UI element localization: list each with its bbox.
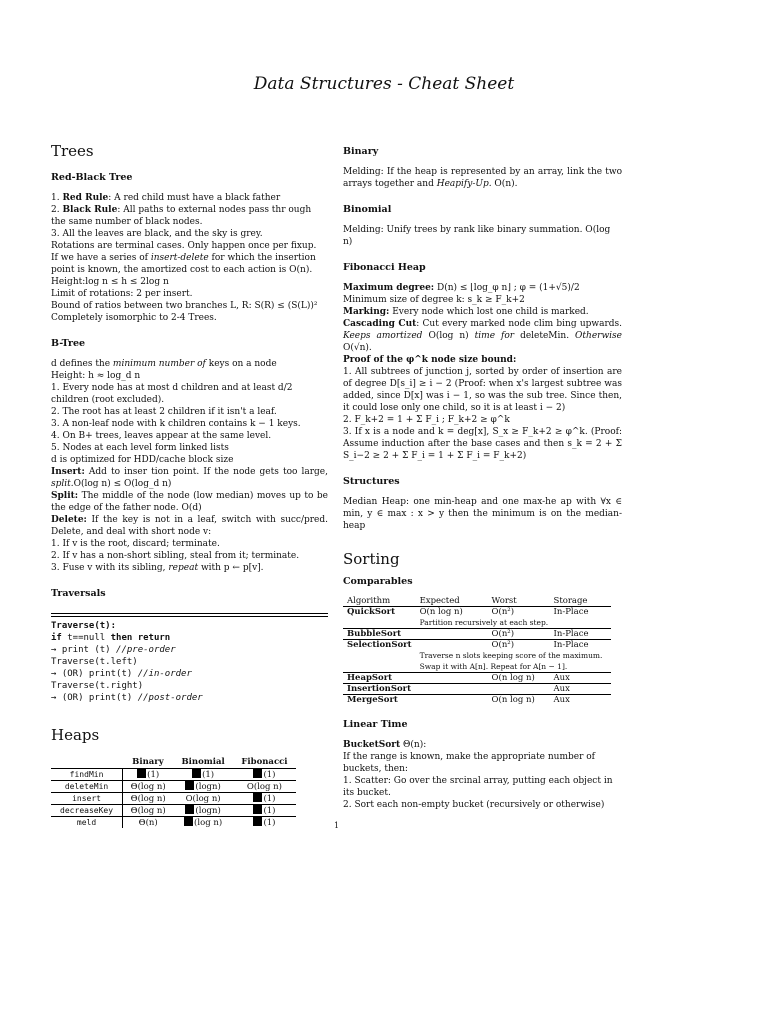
heaps-cell: [123, 781, 174, 793]
sorting-header-row: [343, 596, 611, 607]
section-sorting-heading: Sorting: [343, 550, 400, 568]
sort-name: SelectionSort: [347, 640, 412, 650]
black-box-icon: [185, 781, 194, 790]
btree-rule-2: 2. The root has at least 2 children if it isn't a leaf.: [51, 407, 277, 417]
sort-row: [343, 684, 611, 695]
rbt-amortized: If we have a series of insert-delete for which the insertion point is known, the amortized cost to each action is O(n).: [51, 253, 316, 275]
heaps-cell-text: Θ(log n): [130, 781, 166, 792]
sort-row: [343, 695, 611, 706]
heaps-cell-text: (logn): [195, 806, 221, 816]
sort-expected: [416, 695, 488, 706]
heaps-cell-text: (1): [263, 770, 276, 780]
code-line-7: → (OR) print(t) //post-order: [51, 693, 203, 703]
fib-cascading-cut: Cascading Cut: Cut every marked node clim bing upwards. Keeps amortized O(log n) time for deleteMin. Otherwise O(√n).: [343, 319, 622, 353]
sort-expected: [416, 673, 488, 684]
sort-col-algorithm: Algorithm: [347, 596, 391, 606]
btree-delete-2: 2. If v has a non-short sibling, steal from it; terminate.: [51, 551, 300, 561]
rbt-rotations: Rotations are terminal cases. Only happen once per fixup.: [51, 241, 317, 251]
heaps-cell: [233, 769, 296, 781]
sort-note-spacer: [343, 650, 416, 673]
heaps-cell-text: (1): [263, 794, 276, 804]
heaps-cell: [233, 805, 296, 817]
heaps-cell-text: deleteMin: [64, 782, 109, 791]
fib-proof-3: 3. If x is a node and k = deg[x], S_x ≥ F_k+2 ≥ φ^k. (Proof: Assume induction after the base cases and then s_k = 2 + Σ S_i−2 ≥ 2 + Σ F_i = 1 + Σ F_i = F_k+2): [343, 427, 622, 461]
code-line-6: Traverse(t.right): [51, 681, 144, 691]
heaps-cell-text: (1): [263, 818, 276, 828]
fib-proof-2: 2. F_k+2 = 1 + Σ F_i ; F_k+2 ≥ φ^k: [343, 415, 510, 425]
section-trees-heading: Trees: [51, 142, 94, 160]
heaps-cell: [123, 793, 174, 805]
code-top-rule: [51, 613, 328, 614]
heaps-cell: [173, 769, 233, 781]
rbt-rule-3: 3. All the leaves are black, and the sky is grey.: [51, 229, 263, 239]
heaps-cell: [173, 793, 233, 805]
heaps-row: [51, 817, 296, 829]
sorting-table-body: [343, 607, 611, 706]
heaps-header-row: [51, 756, 296, 769]
heaps-cell-text: (1): [202, 770, 215, 780]
binary-heading: Binary: [343, 146, 379, 157]
bucketsort-line-2: 1. Scatter: Go over the srcinal array, putting each object in its bucket.: [343, 776, 613, 798]
black-box-icon: [184, 817, 193, 826]
sorting-table: [343, 596, 611, 705]
section-heaps-heading: Heaps: [51, 726, 100, 744]
heaps-cell-text: meld: [76, 818, 97, 827]
heaps-cell: [123, 769, 174, 781]
sort-row: [343, 607, 611, 618]
heaps-cell-text: findMin: [69, 770, 104, 779]
sort-name: InsertionSort: [347, 684, 412, 694]
heaps-op-name: [51, 817, 123, 829]
black-box-icon: [253, 805, 262, 814]
fib-marking: Marking: Every node which lost one child is marked.: [343, 307, 589, 317]
binary-melding: Melding: If the heap is represented by an array, link the two arrays together and Heapify-Up. O(n).: [343, 167, 622, 189]
fib-proof-heading: Proof of the φ^k node size bound:: [343, 355, 517, 365]
heaps-cell: [173, 805, 233, 817]
fibonacci-heading: Fibonacci Heap: [343, 262, 426, 273]
heaps-cell-text: Θ(log n): [130, 805, 166, 816]
black-box-icon: [253, 769, 262, 778]
heaps-col-fibonacci: Fibonacci: [241, 757, 288, 767]
btree-delete-3: 3. Fuse v with its sibling, repeat with p ← p[v].: [51, 563, 264, 573]
sort-storage: Aux: [553, 695, 570, 705]
sort-worst: O(n log n): [491, 673, 535, 683]
sort-storage: In-Place: [553, 629, 589, 639]
btree-def: d defines the minimum number of keys on a node: [51, 359, 277, 369]
code-line-3: → print (t) //pre-order: [51, 645, 176, 655]
heaps-cell-text: (logn): [195, 782, 221, 792]
bucketsort-title: BucketSort Θ(n):: [343, 740, 427, 750]
sort-expected: [416, 629, 488, 640]
btree-rule-4: 4. On B+ trees, leaves appear at the same level.: [51, 431, 272, 441]
sort-expected: O(n log n): [419, 607, 463, 617]
btree-height: Height: h ≈ log_d n: [51, 371, 141, 381]
sort-worst: O(n log n): [491, 695, 535, 705]
heaps-cell: [173, 817, 233, 829]
sort-note-row: [343, 617, 611, 629]
sort-row: [343, 673, 611, 684]
sort-storage: In-Place: [553, 640, 589, 650]
sort-worst: O(n²): [491, 607, 515, 617]
bucketsort-line-3: 2. Sort each non-empty bucket (recursively or otherwise): [343, 800, 605, 810]
median-heap: Median Heap: one min-heap and one max-he ap with ∀x ∈ min, y ∈ max : x > y then the minimum is on the median-heap: [343, 497, 622, 531]
sort-worst: O(n²): [491, 629, 515, 639]
sort-worst: O(n²): [491, 640, 515, 650]
sort-col-storage: Storage: [553, 596, 588, 606]
heaps-table: [51, 756, 296, 828]
bucketsort-line-1: If the range is known, make the appropriate number of buckets, then:: [343, 752, 595, 774]
heaps-cell: [233, 781, 296, 793]
black-box-icon: [137, 769, 146, 778]
btree-rule-3: 3. A non-leaf node with k children contains k − 1 keys.: [51, 419, 301, 429]
fibonacci-heap-block: [343, 262, 622, 462]
btree-rule-1: 1. Every node has at most d children and at least d/2 children (root excluded).: [51, 383, 293, 405]
sort-note-row: [343, 650, 611, 673]
heaps-cell-text: Θ(log n): [130, 793, 166, 804]
sort-note: Partition recursively at each step.: [419, 618, 549, 627]
btree-delete-1: 1. If v is the root, discard; terminate.: [51, 539, 220, 549]
sort-note: Traverse n slots keeping score of the maximum. Swap it with A[n]. Repeat for A[n − 1].: [419, 651, 603, 671]
heaps-row: [51, 793, 296, 805]
rbt-rule-2: 2. Black Rule: All paths to external nodes pass thr ough the same number of black nodes.: [51, 205, 312, 227]
code-line-1: Traverse(t):: [51, 621, 117, 631]
code-top-rule-2: [51, 616, 328, 617]
heaps-cell: [123, 817, 174, 829]
heaps-col-binary: Binary: [132, 757, 164, 767]
red-black-tree-block: [51, 172, 328, 324]
b-tree-block: [51, 338, 328, 574]
heaps-cell-text: (1): [147, 770, 160, 780]
document-title: Data Structures - Cheat Sheet: [253, 74, 515, 94]
rbt-heading: Red-Black Tree: [51, 172, 133, 183]
sort-row: [343, 640, 611, 651]
sort-name: QuickSort: [347, 607, 396, 617]
btree-rule-5: 5. Nodes at each level form linked lists: [51, 443, 229, 453]
fib-max-degree: Maximum degree: D(n) ≤ ⌊log_φ n⌋ ; φ = (1+√5)/2: [343, 283, 580, 293]
sort-storage: Aux: [553, 673, 570, 683]
code-line-5: → (OR) print(t) //in-order: [51, 669, 192, 679]
heaps-row: [51, 805, 296, 817]
sort-expected: [416, 640, 488, 651]
heaps-op-name: [51, 805, 123, 817]
structures-block: [343, 476, 622, 532]
sort-note-spacer: [343, 617, 416, 629]
code-line-4: Traverse(t.left): [51, 657, 138, 667]
btree-heading: B-Tree: [51, 338, 86, 349]
fib-min-size: Minimum size of degree k: s_k ≥ F_k+2: [343, 295, 525, 305]
sort-name: HeapSort: [347, 673, 393, 683]
black-box-icon: [185, 805, 194, 814]
comparables-heading: Comparables: [343, 576, 413, 587]
rbt-rotation-limit: Limit of rotations: 2 per insert.: [51, 289, 193, 299]
heaps-cell-text: (log n): [194, 818, 223, 828]
traversals-block: [51, 588, 328, 704]
fib-proof-1: 1. All subtrees of junction j, sorted by order of insertion are of degree D[s_i] ≥ i − 2 (Proof: when x's largest subtree was added, since D[x] was i − 1, so was the sub tree. Since then, it could lose only one child, so it is at least i − 2): [343, 367, 622, 413]
heaps-row: [51, 781, 296, 793]
heaps-op-name: [51, 781, 123, 793]
btree-hdd: d is optimized for HDD/cache block size: [51, 455, 234, 465]
traversal-code: [51, 620, 328, 704]
btree-insert: Insert: Add to inser tion point. If the node gets too large, split.O(log n) ≤ O(log_d n): [51, 467, 328, 489]
heaps-cell-text: (1): [263, 806, 276, 816]
sort-name: MergeSort: [347, 695, 398, 705]
linear-time-heading: Linear Time: [343, 719, 408, 730]
rbt-rule-1: 1. Red Rule: A red child must have a black father: [51, 193, 281, 203]
sort-col-expected: Expected: [419, 596, 460, 606]
rbt-ratio-bound: Bound of ratios between two branches L, R: S(R) ≤ (S(L))²: [51, 301, 318, 311]
black-box-icon: [253, 793, 262, 802]
heaps-op-name: [51, 769, 123, 781]
btree-delete: Delete: If the key is not in a leaf, switch with succ/pred. Delete, and deal with short node v:: [51, 515, 328, 537]
black-box-icon: [192, 769, 201, 778]
right-column: [343, 146, 622, 811]
page-number: 1: [334, 821, 340, 830]
sort-col-worst: Worst: [491, 596, 517, 606]
heaps-table-body: [51, 769, 296, 829]
traversals-heading: Traversals: [51, 588, 106, 599]
binomial-melding: Melding: Unify trees by rank like binary summation. O(log n): [343, 225, 611, 247]
sort-worst: [488, 684, 550, 695]
rbt-height: Height:log n ≤ h ≤ 2log n: [51, 277, 169, 287]
rbt-isomorphic: Completely isomorphic to 2-4 Trees.: [51, 313, 217, 323]
heaps-col-op: [51, 756, 123, 769]
heaps-cell-text: O(log n): [185, 793, 221, 804]
binary-heap-block: [343, 146, 622, 190]
heaps-cell-text: decreaseKey: [60, 806, 114, 815]
sort-name: BubbleSort: [347, 629, 402, 639]
heaps-row: [51, 769, 296, 781]
sort-expected: [416, 684, 488, 695]
sort-row: [343, 629, 611, 640]
left-column: [51, 142, 328, 828]
sort-storage: In-Place: [553, 607, 589, 617]
heaps-cell: [123, 805, 174, 817]
structures-heading: Structures: [343, 476, 400, 487]
heaps-cell-text: Θ(n): [138, 817, 158, 828]
heaps-op-name: [51, 793, 123, 805]
binomial-heap-block: [343, 204, 622, 248]
heaps-cell: [173, 781, 233, 793]
heaps-cell-text: insert: [72, 794, 101, 803]
heaps-cell-text: O(log n): [246, 781, 282, 792]
sort-storage: Aux: [553, 684, 570, 694]
btree-split: Split: The middle of the node (low median) moves up to be the edge of the father node. O(d): [51, 491, 328, 513]
black-box-icon: [253, 817, 262, 826]
heaps-col-binomial: Binomial: [181, 757, 225, 767]
heaps-cell: [233, 817, 296, 829]
heaps-cell: [233, 793, 296, 805]
binomial-heading: Binomial: [343, 204, 392, 215]
code-line-2: if t==null then return: [51, 633, 171, 643]
